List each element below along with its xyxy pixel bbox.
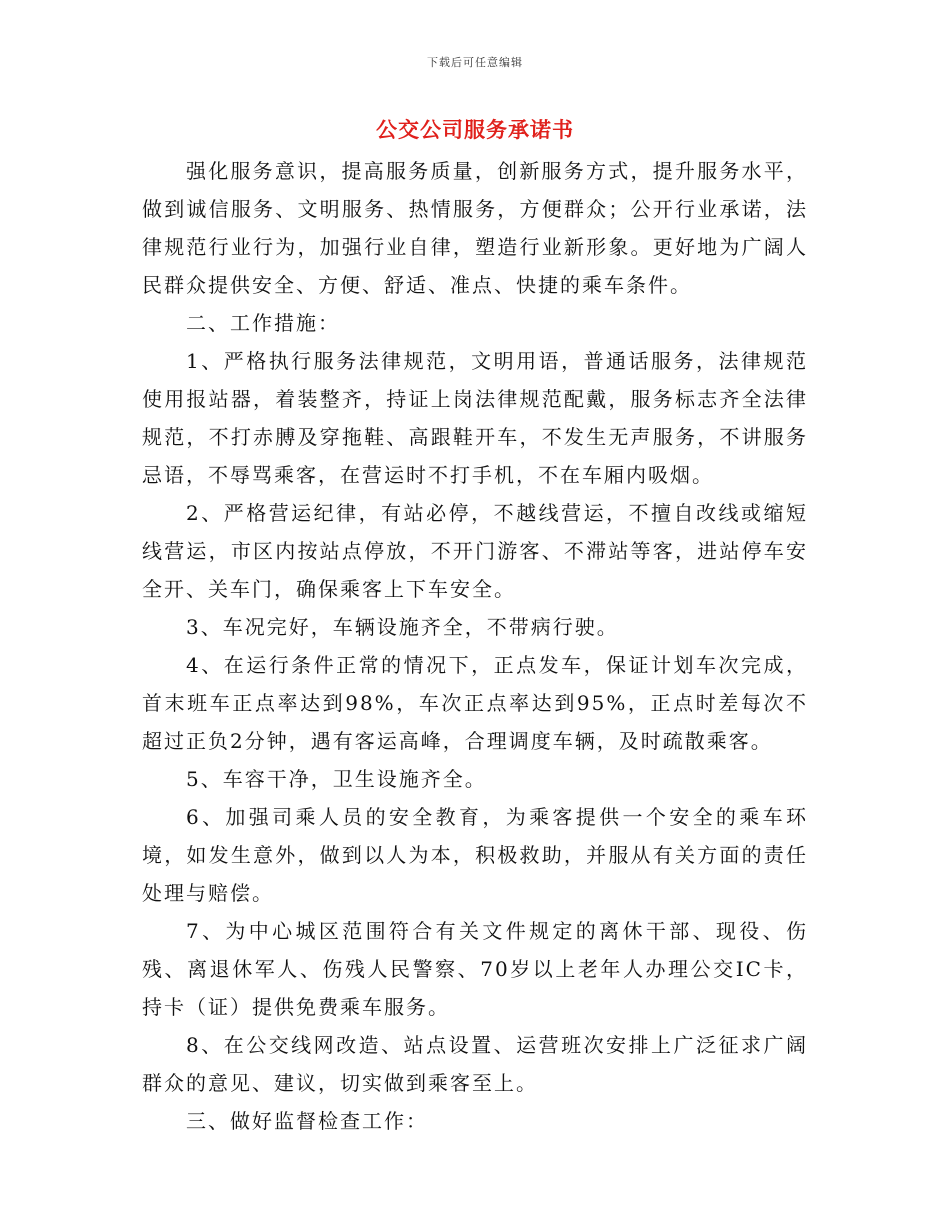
paragraph-item-1: 1、严格执行服务法律规范，文明用语，普通话服务，法律规范使用报站器，着装整齐，持证上岗法律规范配戴，服务标志齐全法律规范，不打赤膊及穿拖鞋、高跟鞋开车，不发生无声服务，不讲服务忌语，不辱骂乘客，在营运时不打手机，不在车厢内吸烟。 [142, 349, 808, 487]
paragraph-intro: 强化服务意识，提高服务质量，创新服务方式，提升服务水平，做到诚信服务、文明服务、热情服务，方便群众；公开行业承诺，法律规范行业行为，加强行业自律，塑造行业新形象。更好地为广阔人民群众提供安全、方便、舒适、准点、快捷的乘车条件。 [142, 159, 808, 297]
paragraph-item-6: 6、加强司乘人员的安全教育，为乘客提供一个安全的乘车环境，如发生意外，做到以人为本，积极救助，并服从有关方面的责任处理与赔偿。 [142, 805, 808, 905]
paragraph-item-3: 3、车况完好，车辆设施齐全，不带病行驶。 [186, 615, 619, 639]
section-heading-supervision: 三、做好监督检查工作： [186, 1109, 428, 1133]
paragraph-item-7: 7、为中心城区范围符合有关文件规定的离休干部、现役、伤残、离退休军人、伤残人民警察、70岁以上老年人办理公交IC卡，持卡（证）提供免费乘车服务。 [142, 919, 808, 1019]
document-body [142, 152, 808, 1140]
document-title: 公交公司服务承诺书 [376, 118, 574, 142]
paragraph-item-4: 4、在运行条件正常的情况下，正点发车，保证计划车次完成，首末班车正点率达到98%，车次正点率达到95%，正点时差每次不超过正负2分钟，遇有客运高峰，合理调度车辆，及时疏散乘客。 [142, 653, 808, 753]
paragraph-item-8: 8、在公交线网改造、站点设置、运营班次安排上广泛征求广阔群众的意见、建议，切实做到乘客至上。 [142, 1033, 808, 1095]
section-heading-measures: 二、工作措施： [186, 311, 340, 335]
header-note: 下载后可任意编辑 [427, 56, 523, 69]
paragraph-item-5: 5、车容干净，卫生设施齐全。 [186, 767, 487, 791]
paragraph-item-2: 2、严格营运纪律，有站必停，不越线营运，不擅自改线或缩短线营运，市区内按站点停放，不开门游客、不滞站等客，进站停车安全开、关车门，确保乘客上下车安全。 [142, 501, 808, 601]
